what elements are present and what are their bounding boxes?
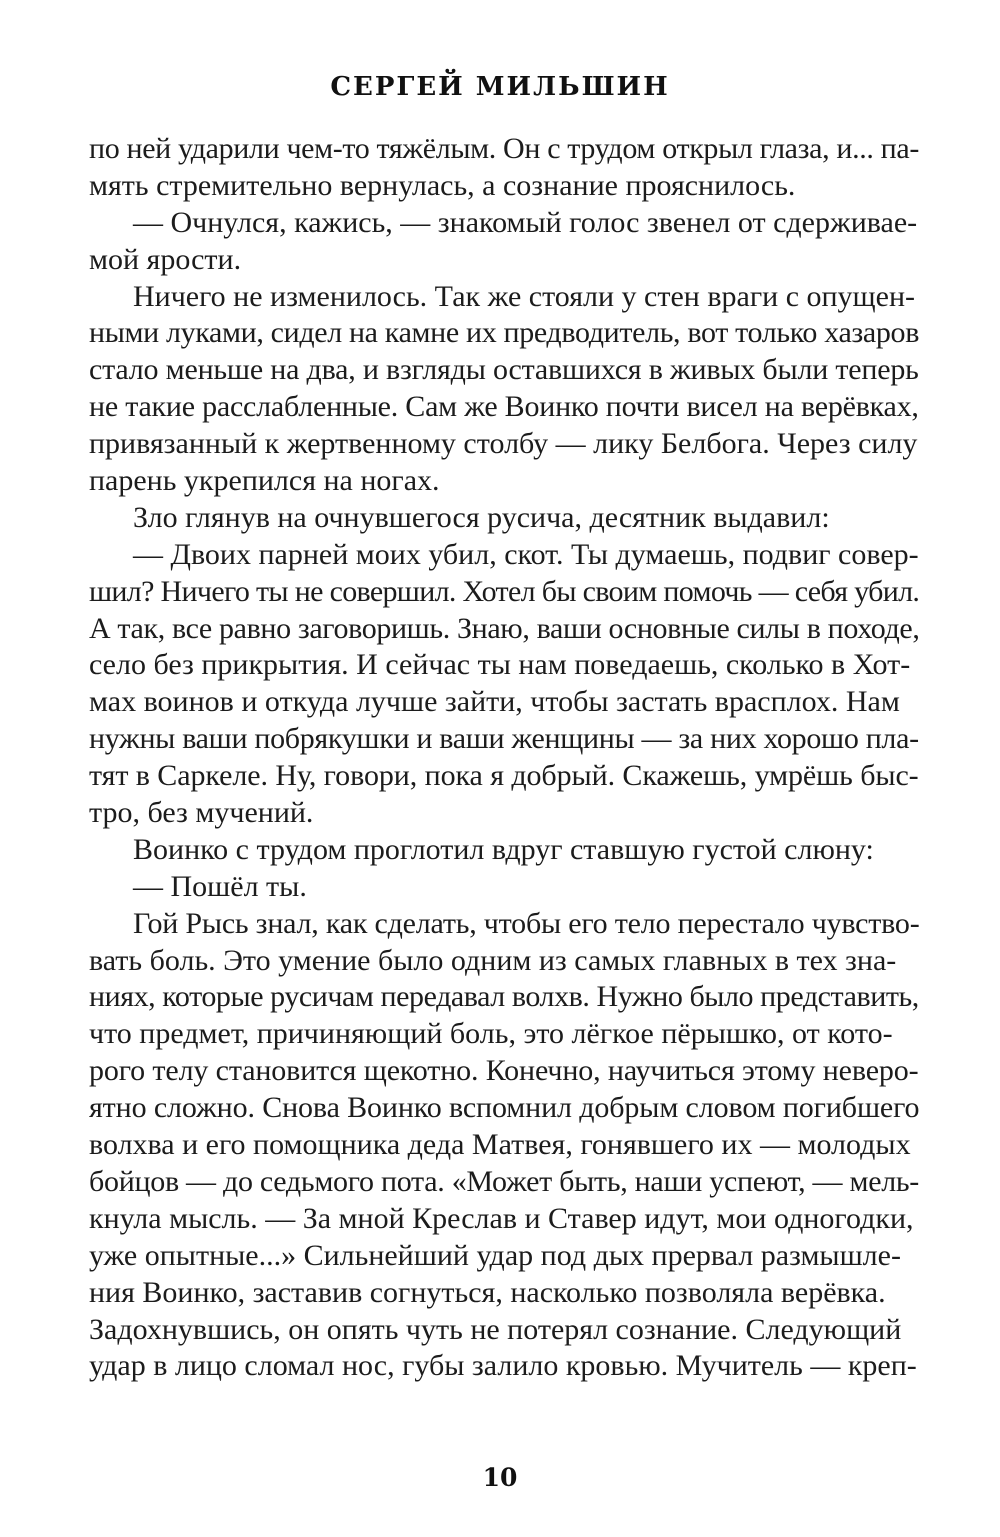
text-line: ятно сложно. Снова Воинко вспомнил добрым словом погибшего — [89, 1091, 920, 1125]
text-line: Зло глянув на очнувшегося русича, десятник выдавил: — [133, 500, 830, 534]
text-line: ными луками, сидел на камне их предводитель, вот только хазаров — [89, 316, 920, 350]
text-line: ния Воинко, заставив согнуться, насколько позволяла верёвка. — [89, 1275, 886, 1309]
text-line: привязанный к жертвенному столбу — лику Белбога. Через силу — [89, 427, 918, 461]
text-line: мой ярости. — [89, 242, 242, 276]
text-line: тят в Саркеле. Ну, говори, пока я добрый. Скажешь, умрёшь быс- — [89, 759, 919, 793]
running-header: СЕРГЕЙ МИЛЬШИН — [330, 72, 670, 102]
text-line: по ней ударили чем-то тяжёлым. Он с трудом открыл глаза, и... па- — [89, 132, 919, 165]
text-line: село без прикрытия. И сейчас ты нам поведаешь, сколько в Хот- — [89, 648, 911, 682]
text-line: — Пошёл ты. — [133, 869, 307, 903]
text-line: шил? Ничего ты не совершил. Хотел бы своим помочь — себя убил. — [89, 574, 920, 608]
body-text — [89, 131, 919, 1385]
text-line: Задохнувшись, он опять чуть не потерял сознание. Следующий — [89, 1312, 902, 1346]
text-line: вать боль. Это умение было одним из самых главных в тех зна- — [89, 943, 897, 977]
text-line: что предмет, причиняющий боль, это лёгкое пёрышко, от кото- — [89, 1017, 893, 1051]
text-line: стало меньше на два, и взгляды оставшихся в живых были теперь — [89, 353, 919, 387]
text-line: удар в лицо сломал нос, губы залило кровью. Мучитель — креп- — [89, 1349, 917, 1383]
text-line: не такие расслабленные. Сам же Воинко почти висел на верёвках, — [89, 390, 919, 424]
text-line: кнула мысль. — За мной Креслав и Ставер идут, мои одногодки, — [89, 1201, 914, 1235]
text-line: тро, без мучений. — [89, 796, 314, 830]
text-line: — Двоих парней моих убил, скот. Ты думаешь, подвиг совер- — [133, 537, 919, 571]
text-line: волхва и его помощника деда Матвея, гонявшего их — молодых — [89, 1128, 911, 1162]
text-line: парень укрепился на ногах. — [89, 464, 440, 498]
text-line: рого телу становится щекотно. Конечно, научиться этому неверо- — [89, 1054, 919, 1088]
text-line: уже опытные...» Сильнейший удар под дых прервал размышле- — [89, 1238, 901, 1272]
text-line: А так, все равно заговоришь. Знаю, ваши основные силы в походе, — [89, 611, 920, 645]
text-line: бойцов — до седьмого пота. «Может быть, наши успеют, — мель- — [89, 1164, 920, 1198]
text-line: нужны ваши побрякушки и ваши женщины — за них хорошо пла- — [89, 722, 919, 756]
text-line: мах воинов и откуда лучше зайти, чтобы застать врасплох. Нам — [89, 685, 900, 719]
text-line: Гой Рысь знал, как сделать, чтобы его тело перестало чувство- — [133, 906, 920, 940]
text-line: ниях, которые русичам передавал волхв. Нужно было представить, — [89, 980, 919, 1014]
page-number: 10 — [482, 1463, 518, 1492]
text-line: мять стремительно вернулась, а сознание прояснилось. — [89, 168, 796, 202]
text-line: Ничего не изменилось. Так же стояли у стен враги с опущен- — [133, 279, 916, 313]
text-line: — Очнулся, кажись, — знакомый голос звенел от сдерживае- — [133, 205, 918, 239]
text-line: Воинко с трудом проглотил вдруг ставшую густой слюну: — [133, 832, 874, 866]
